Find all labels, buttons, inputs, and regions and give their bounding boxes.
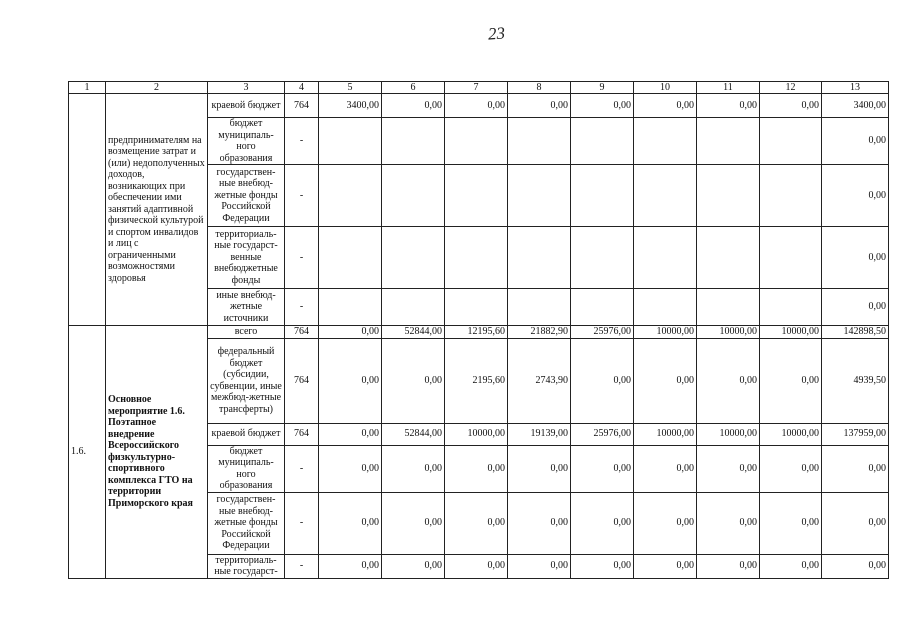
amount-cell: 0,00 xyxy=(571,338,634,423)
column-number-13: 13 xyxy=(822,82,889,94)
amount-cell: 2195,60 xyxy=(445,338,508,423)
amount-cell: 0,00 xyxy=(760,338,822,423)
amount-cell: 19139,00 xyxy=(508,423,571,445)
amount-cell: 0,00 xyxy=(571,492,634,554)
funding-source-cell: государствен-ные внебюд-жетные фонды Российской Федерации xyxy=(208,165,285,227)
amount-cell xyxy=(382,118,445,165)
amount-cell: 0,00 xyxy=(382,492,445,554)
code-cell: - xyxy=(285,289,319,326)
amount-cell: 0,00 xyxy=(319,326,382,339)
amount-cell: 0,00 xyxy=(445,554,508,578)
amount-cell: 0,00 xyxy=(634,554,697,578)
code-cell: 764 xyxy=(285,338,319,423)
funding-source-cell: бюджет муниципаль-ного образования xyxy=(208,445,285,492)
amount-cell: 0,00 xyxy=(822,165,889,227)
amount-cell xyxy=(445,118,508,165)
amount-cell xyxy=(508,118,571,165)
amount-cell: 0,00 xyxy=(634,492,697,554)
column-number-1: 1 xyxy=(69,82,106,94)
amount-cell: 10000,00 xyxy=(760,423,822,445)
amount-cell: 0,00 xyxy=(822,445,889,492)
activity-1-6-number: 1.6. xyxy=(69,326,106,579)
amount-cell xyxy=(760,227,822,289)
amount-cell xyxy=(571,118,634,165)
amount-cell xyxy=(634,289,697,326)
budget-table xyxy=(68,81,889,579)
column-number-4: 4 xyxy=(285,82,319,94)
column-number-2: 2 xyxy=(106,82,208,94)
amount-cell: 0,00 xyxy=(571,445,634,492)
amount-cell: 0,00 xyxy=(634,338,697,423)
amount-cell: 0,00 xyxy=(508,94,571,118)
amount-cell: 0,00 xyxy=(822,554,889,578)
amount-cell xyxy=(571,165,634,227)
amount-cell xyxy=(445,165,508,227)
activity-a-number xyxy=(69,94,106,326)
amount-cell: 0,00 xyxy=(319,423,382,445)
column-number-9: 9 xyxy=(571,82,634,94)
funding-source-cell: государствен-ные внебюд-жетные фонды Российской Федерации xyxy=(208,492,285,554)
amount-cell: 0,00 xyxy=(319,338,382,423)
table-row xyxy=(69,326,889,339)
amount-cell: 0,00 xyxy=(697,338,760,423)
amount-cell: 0,00 xyxy=(571,94,634,118)
amount-cell xyxy=(445,289,508,326)
column-number-12: 12 xyxy=(760,82,822,94)
amount-cell xyxy=(382,227,445,289)
amount-cell xyxy=(760,118,822,165)
amount-cell xyxy=(319,118,382,165)
code-cell: - xyxy=(285,492,319,554)
funding-source-cell: федеральный бюджет (субсидии, субвенции, иные межбюд-жетные трансферты) xyxy=(208,338,285,423)
amount-cell: 0,00 xyxy=(508,492,571,554)
amount-cell: 0,00 xyxy=(822,492,889,554)
amount-cell: 25976,00 xyxy=(571,326,634,339)
column-number-11: 11 xyxy=(697,82,760,94)
funding-source-cell: всего xyxy=(208,326,285,339)
column-number-6: 6 xyxy=(382,82,445,94)
column-number-7: 7 xyxy=(445,82,508,94)
amount-cell: 137959,00 xyxy=(822,423,889,445)
amount-cell: 12195,60 xyxy=(445,326,508,339)
amount-cell: 0,00 xyxy=(382,94,445,118)
amount-cell: 0,00 xyxy=(634,445,697,492)
amount-cell: 52844,00 xyxy=(382,423,445,445)
amount-cell: 10000,00 xyxy=(445,423,508,445)
column-number-3: 3 xyxy=(208,82,285,94)
amount-cell: 0,00 xyxy=(760,94,822,118)
amount-cell: 0,00 xyxy=(382,338,445,423)
amount-cell: 0,00 xyxy=(697,554,760,578)
amount-cell xyxy=(571,227,634,289)
amount-cell: 0,00 xyxy=(382,554,445,578)
amount-cell: 0,00 xyxy=(445,445,508,492)
column-number-10: 10 xyxy=(634,82,697,94)
amount-cell: 0,00 xyxy=(760,554,822,578)
amount-cell: 21882,90 xyxy=(508,326,571,339)
code-cell: - xyxy=(285,118,319,165)
amount-cell xyxy=(760,289,822,326)
amount-cell xyxy=(634,118,697,165)
amount-cell: 0,00 xyxy=(822,289,889,326)
amount-cell xyxy=(319,289,382,326)
amount-cell: 0,00 xyxy=(697,94,760,118)
amount-cell xyxy=(634,227,697,289)
amount-cell xyxy=(697,227,760,289)
amount-cell xyxy=(760,165,822,227)
code-cell: - xyxy=(285,445,319,492)
amount-cell xyxy=(571,289,634,326)
amount-cell: 10000,00 xyxy=(634,423,697,445)
page-number: 23 xyxy=(487,23,506,44)
amount-cell: 0,00 xyxy=(319,554,382,578)
activity-a-label: предпринимателям на возмещение затрат и (или) недополученных доходов, возникающих при обеспечении ими занятий адаптивной физической культурой и спортом инвалидов и лиц с ограниченными возможностями здоровья xyxy=(106,94,208,326)
table-row xyxy=(69,94,889,118)
code-cell: 764 xyxy=(285,423,319,445)
amount-cell: 3400,00 xyxy=(822,94,889,118)
amount-cell xyxy=(508,289,571,326)
amount-cell: 52844,00 xyxy=(382,326,445,339)
code-cell: - xyxy=(285,554,319,578)
amount-cell xyxy=(508,227,571,289)
funding-source-cell: краевой бюджет xyxy=(208,94,285,118)
amount-cell xyxy=(319,165,382,227)
amount-cell xyxy=(634,165,697,227)
amount-cell xyxy=(319,227,382,289)
column-number-5: 5 xyxy=(319,82,382,94)
funding-source-cell: территориаль-ные государст- xyxy=(208,554,285,578)
amount-cell: 0,00 xyxy=(760,492,822,554)
amount-cell: 142898,50 xyxy=(822,326,889,339)
amount-cell: 0,00 xyxy=(822,227,889,289)
code-cell: 764 xyxy=(285,94,319,118)
code-cell: - xyxy=(285,227,319,289)
code-cell: - xyxy=(285,165,319,227)
amount-cell: 10000,00 xyxy=(697,423,760,445)
amount-cell: 0,00 xyxy=(319,492,382,554)
amount-cell xyxy=(508,165,571,227)
amount-cell: 0,00 xyxy=(571,554,634,578)
funding-source-cell: иные внебюд-жетные источники xyxy=(208,289,285,326)
code-cell: 764 xyxy=(285,326,319,339)
amount-cell: 0,00 xyxy=(760,445,822,492)
amount-cell xyxy=(382,289,445,326)
amount-cell: 10000,00 xyxy=(634,326,697,339)
amount-cell: 4939,50 xyxy=(822,338,889,423)
amount-cell: 3400,00 xyxy=(319,94,382,118)
amount-cell: 0,00 xyxy=(382,445,445,492)
funding-source-cell: территориаль-ные государст-венные внебюджетные фонды xyxy=(208,227,285,289)
amount-cell: 0,00 xyxy=(697,445,760,492)
amount-cell: 0,00 xyxy=(508,554,571,578)
amount-cell xyxy=(697,165,760,227)
funding-source-cell: краевой бюджет xyxy=(208,423,285,445)
amount-cell: 10000,00 xyxy=(697,326,760,339)
amount-cell xyxy=(445,227,508,289)
funding-source-cell: бюджет муниципаль-ного образования xyxy=(208,118,285,165)
column-number-row xyxy=(69,82,889,94)
amount-cell xyxy=(697,289,760,326)
amount-cell xyxy=(697,118,760,165)
amount-cell: 10000,00 xyxy=(760,326,822,339)
amount-cell: 0,00 xyxy=(319,445,382,492)
amount-cell: 0,00 xyxy=(697,492,760,554)
activity-1-6-label: Основное мероприятие 1.6. Поэтапное внедрение Всероссийского физкультурно-спортивного комплекса ГТО на территории Приморского края xyxy=(106,326,208,579)
amount-cell: 0,00 xyxy=(445,492,508,554)
amount-cell xyxy=(382,165,445,227)
column-number-8: 8 xyxy=(508,82,571,94)
amount-cell: 0,00 xyxy=(508,445,571,492)
amount-cell: 0,00 xyxy=(822,118,889,165)
amount-cell: 0,00 xyxy=(634,94,697,118)
amount-cell: 25976,00 xyxy=(571,423,634,445)
amount-cell: 0,00 xyxy=(445,94,508,118)
amount-cell: 2743,90 xyxy=(508,338,571,423)
